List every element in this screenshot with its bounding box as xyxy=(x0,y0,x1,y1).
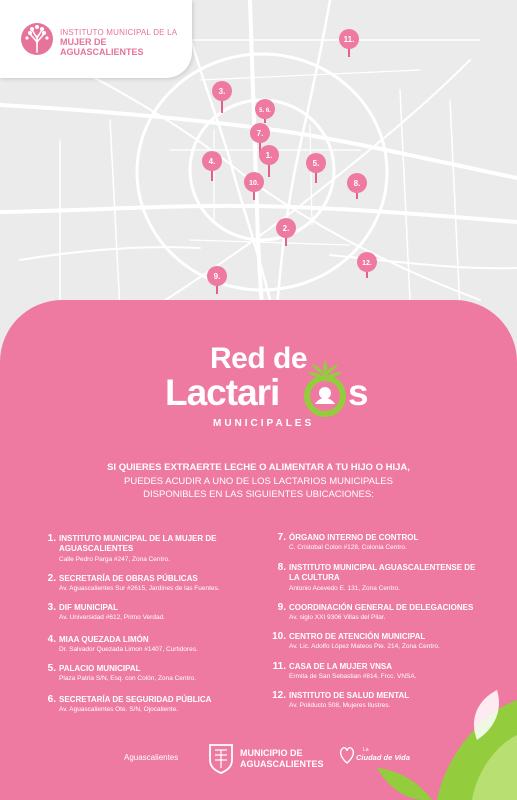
municipio-logo-line-1: MUNICIPIO DE xyxy=(240,748,303,758)
location-name: INSTITUTO MUNICIPAL AGUASCALENTENSE DE xyxy=(289,563,476,572)
map-pin-label: 2. xyxy=(282,224,290,233)
location-name: DIF MUNICIPAL xyxy=(59,603,118,612)
institute-name-line-3: AGUASCALIENTES xyxy=(60,47,144,57)
location-number: 11. xyxy=(272,661,286,672)
location-address: Av. Lic. Adolfo López Mateos Pte. 214, Zona Centro. xyxy=(289,643,440,650)
title-line-2-suffix: s xyxy=(348,372,369,413)
location-name: CENTRO DE ATENCIÓN MUNICIPAL xyxy=(289,632,426,641)
location-number: 7. xyxy=(277,532,286,543)
aguascalientes-logo-text: Aguascalientes xyxy=(124,753,179,762)
location-name: MIAA QUEZADA LIMÓN xyxy=(59,635,149,644)
location-address: Ermita de San Sebastian #814, Frcc. VNSA. xyxy=(289,673,417,680)
map-pin-label: 5. xyxy=(312,159,320,168)
location-number: 1. xyxy=(47,533,56,544)
intro-line-2: PUEDES ACUDIR A UNO DE LOS LACTARIOS MUNICIPALES xyxy=(124,476,393,487)
location-name: PALACIO MUNICIPAL xyxy=(59,664,141,673)
location-address: Av. Aguascalientes Sur #2615, Jardines de las Fuentes. xyxy=(59,585,220,592)
map-pin-label: 11. xyxy=(343,35,355,44)
intro-line-3: DISPONIBLES EN LAS SIGUIENTES UBICACIONES: xyxy=(143,489,374,500)
location-name: CASA DE LA MUJER VNSA xyxy=(289,662,392,671)
location-number: 8. xyxy=(277,562,286,573)
lactation-emblem-icon xyxy=(300,360,350,418)
location-address: Av. Aguascalientes Ote. S/N, Ojocaliente. xyxy=(59,706,178,713)
location-number: 5. xyxy=(47,663,56,674)
info-panel xyxy=(0,300,517,800)
map-pin-label: 10. xyxy=(249,180,259,187)
location-name-cont: LA CULTURA xyxy=(289,573,340,582)
ciudad-vida-prefix: La xyxy=(363,747,369,753)
location-name: COORDINACIÓN GENERAL DE DELEGACIONES xyxy=(289,603,474,612)
location-address: Plaza Patria S/N, Esq. con Colón, Zona Centro. xyxy=(59,675,196,682)
location-number: 2. xyxy=(47,573,56,584)
map-pin-label: 1. xyxy=(265,151,273,160)
location-address: Av. Poliducto 508, Mujeres Ilustres. xyxy=(289,702,391,709)
location-name-cont: AGUASCALIENTES xyxy=(59,544,134,553)
map-pin-label: 5. 6. xyxy=(259,108,271,114)
location-address: C. Cristobal Colon #128, Colonia Centro. xyxy=(289,544,407,551)
location-name: ÓRGANO INTERNO DE CONTROL xyxy=(289,533,419,542)
location-number: 12. xyxy=(272,690,286,701)
location-address: Av. Universidad #612, Primo Verdad. xyxy=(59,614,165,621)
location-address: Av. siglo XXI 9306 Villas del Pilar. xyxy=(289,614,386,621)
location-address: Calle Pedro Parga #247, Zona Centro. xyxy=(59,556,170,563)
location-number: 3. xyxy=(47,602,56,613)
municipio-logo-line-2: AGUASCALIENTES xyxy=(240,759,324,769)
logo-tree-icon xyxy=(20,22,54,58)
institute-name-line-1: INSTITUTO MUNICIPAL DE LA xyxy=(60,28,178,37)
intro-line-1: SI QUIERES EXTRAERTE LECHE O ALIMENTAR A TU HIJO O HIJA, xyxy=(107,462,410,473)
institute-logo-card xyxy=(0,0,192,78)
title-line-3: MUNICIPALES xyxy=(213,418,315,429)
location-number: 6. xyxy=(47,694,56,705)
map-pin-label: 12. xyxy=(362,260,372,267)
institute-name-line-2: MUJER DE xyxy=(60,37,107,47)
map-pin-label: 3. xyxy=(218,87,226,96)
location-address: Dr. Salvador Quezada Limon #1407, Curtidores. xyxy=(59,646,198,653)
municipal-seal-icon xyxy=(207,742,235,774)
location-number: 9. xyxy=(277,602,286,613)
location-name: SECRETARÍA DE OBRAS PÚBLICAS xyxy=(59,574,198,583)
title-line-1: Red de xyxy=(210,342,308,375)
title-line-2: Lactari xyxy=(165,372,280,413)
location-name: INSTITUTO MUNICIPAL DE LA MUJER DE xyxy=(59,534,217,543)
map-pin-label: 8. xyxy=(353,179,361,188)
map-pin-label: 9. xyxy=(213,272,221,281)
location-number: 4. xyxy=(47,634,56,645)
map-pin-label: 7. xyxy=(256,129,264,138)
location-name: SECRETARÍA DE SEGURIDAD PÚBLICA xyxy=(59,695,212,704)
location-number: 10. xyxy=(272,631,286,642)
ciudad-vida-icon xyxy=(338,745,356,765)
footer-logos xyxy=(0,740,517,780)
ciudad-vida-logo-text: Ciudad de Vida xyxy=(356,753,410,762)
location-address: Antonio Acevedo E. 131, Zona Centro. xyxy=(289,585,400,592)
location-name: INSTITUTO DE SALUD MENTAL xyxy=(289,691,410,700)
map-pin-label: 4. xyxy=(208,157,216,166)
